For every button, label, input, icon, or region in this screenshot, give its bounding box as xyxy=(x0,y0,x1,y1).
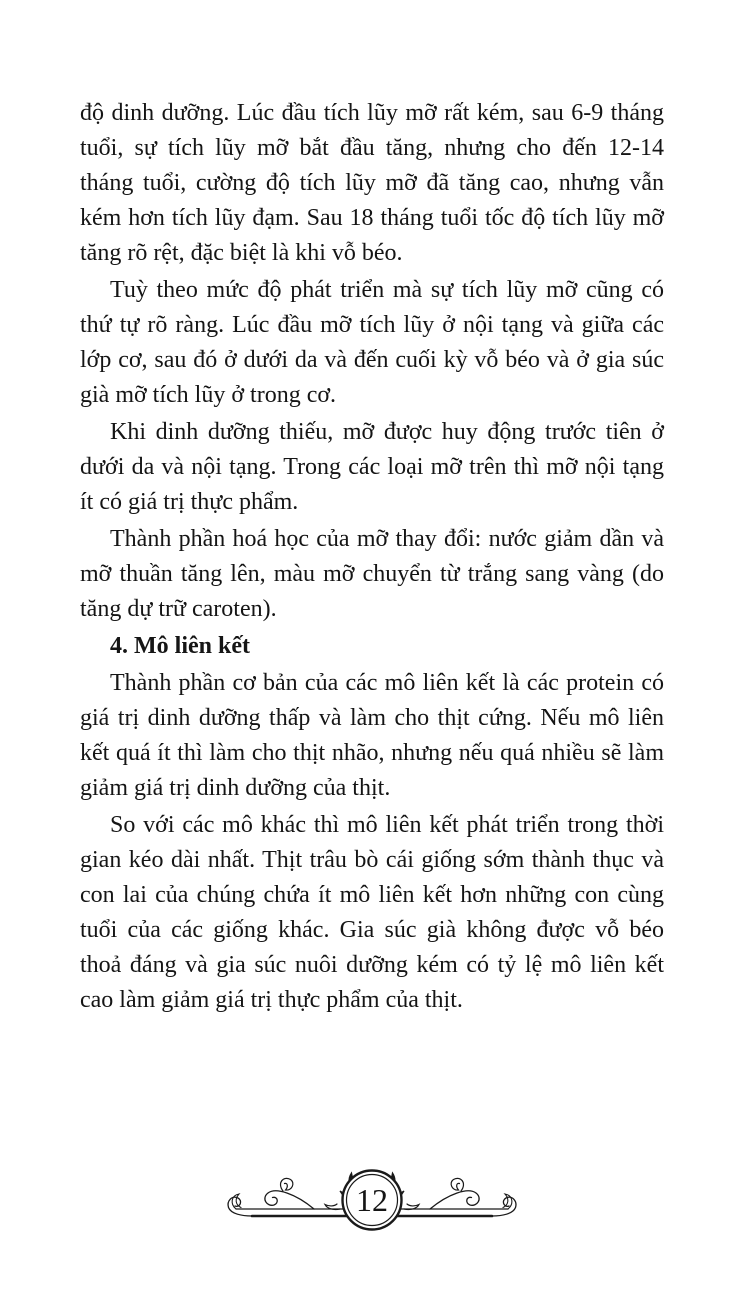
paragraph: Thành phần hoá học của mỡ thay đổi: nước giảm dần và mỡ thuần tăng lên, màu mỡ chuyển từ trắng sang vàng (do tăng dự trữ caroten). xyxy=(80,526,664,622)
paragraph: Thành phần cơ bản của các mô liên kết là các protein có giá trị dinh dưỡng thấp và làm cho thịt cứng. Nếu mô liên kết quá ít thì làm cho thịt nhão, nhưng nếu quá nhiều sẽ làm giảm giá trị dinh dưỡng của thịt. xyxy=(80,670,664,801)
paragraph: độ dinh dưỡng. Lúc đầu tích lũy mỡ rất kém, sau 6-9 tháng tuổi, sự tích lũy mỡ bắt đầu tăng, nhưng cho đến 12-14 tháng tuổi, cường độ tích lũy mỡ đã tăng cao, nhưng vẫn kém hơn tích lũy đạm. Sau 18 tháng tuổi tốc độ tích lũy mỡ tăng rõ rệt, đặc biệt là khi vỗ béo. xyxy=(80,100,664,266)
footer-ornament xyxy=(222,1150,522,1250)
paragraph: So với các mô khác thì mô liên kết phát triển trong thời gian kéo dài nhất. Thịt trâu bò cái giống sớm thành thục và con lai của chúng chứa ít mô liên kết hơn những con cùng tuổi của các giống khác. Gia súc già không được vỗ béo thoả đáng và gia súc nuôi dưỡng kém có tỷ lệ mô liên kết cao làm giảm giá trị thực phẩm của thịt. xyxy=(80,812,664,1013)
section-heading: 4. Mô liên kết xyxy=(110,633,250,659)
footer-ornament-graphic xyxy=(222,1150,522,1250)
paragraph: Khi dinh dưỡng thiếu, mỡ được huy động trước tiên ở dưới da và nội tạng. Trong các loại mỡ trên thì mỡ nội tạng ít có giá trị thực phẩm. xyxy=(80,419,664,515)
text-block xyxy=(80,96,664,1020)
page-number: 12 xyxy=(356,1182,388,1218)
paragraph: Tuỳ theo mức độ phát triển mà sự tích lũy mỡ cũng có thứ tự rõ ràng. Lúc đầu mỡ tích lũy ở nội tạng và giữa các lớp cơ, sau đó ở dưới da và đến cuối kỳ vỗ béo và ở gia súc già mỡ tích lũy ở trong cơ. xyxy=(80,277,664,408)
